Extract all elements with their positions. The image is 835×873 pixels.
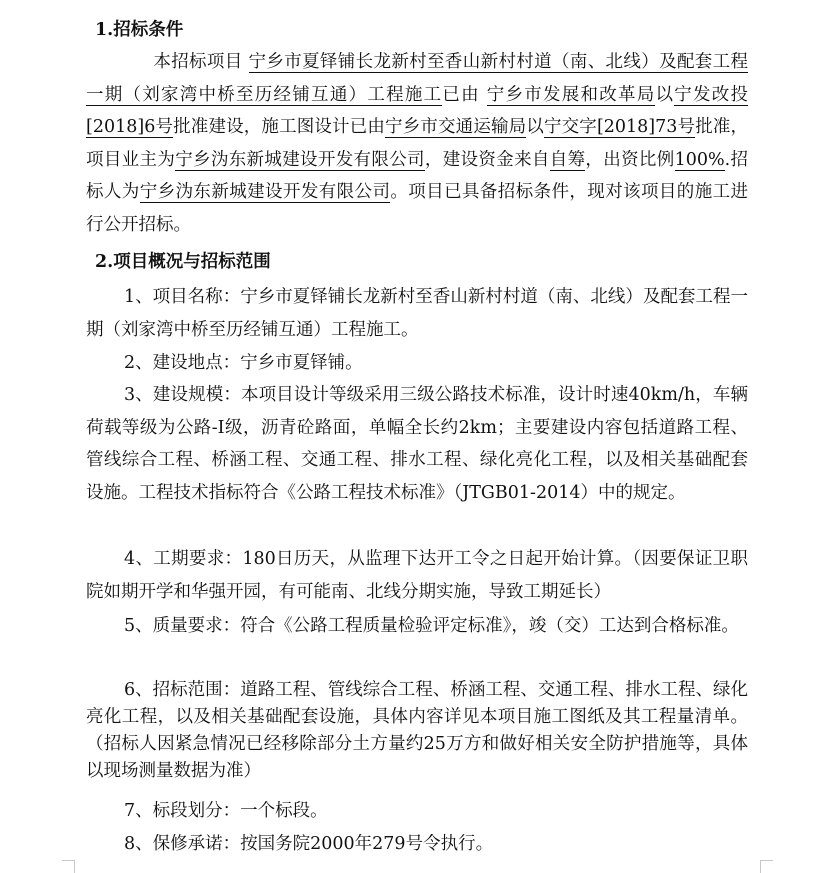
list-item xyxy=(86,677,748,785)
text-segment: 以 xyxy=(655,84,675,105)
tenderer: 宁乡沩东新城建设开发有限公司 xyxy=(139,182,391,203)
list-item xyxy=(86,347,748,380)
list-item-text: 3、建设规模：本项目设计等级采用三级公路技术标准，设计时速40km/h，车辆荷载等级为公路-I级，沥青砼路面，单幅全长约2km；主要建设内容包括道路工程、管线综合工程、桥涵工程、交通工程、排水工程、绿化亮化工程，以及相关基础配套设施。工程技术指标符合《公路工程技术标准》（JTGB01-2014）中的规定。 xyxy=(86,385,748,503)
text-segment: 。项目已具备招标条件，现对该项目的施工进行公开招标。 xyxy=(86,182,749,235)
list-item-text: 7、标段划分：一个标段。 xyxy=(124,801,328,821)
list-item-text: 5、质量要求：符合《公路工程质量检验评定标准》，竣（交）工达到合格标准。 xyxy=(124,616,739,636)
page-corner-mark-right xyxy=(760,860,773,873)
list-item-text: 8、保修承诺：按国务院2000年279号令执行。 xyxy=(124,834,494,854)
list-item xyxy=(86,795,748,828)
approval-number: 宁发改投[2018]6号 xyxy=(86,84,749,138)
text-segment: .招标人为 xyxy=(86,149,749,203)
text-segment: 已由 xyxy=(442,84,480,105)
list-item xyxy=(86,828,748,861)
section1-paragraph xyxy=(86,46,748,242)
text-segment: 批准， 项目业主为 xyxy=(86,117,749,170)
project-owner: 宁乡沩东新城建设开发有限公司 xyxy=(175,149,425,170)
section1-heading: 1.招标条件 xyxy=(95,20,184,40)
text-segment: 本招标项目 xyxy=(153,52,243,72)
design-approver: 宁乡市交通运输局 xyxy=(385,117,527,138)
list-item xyxy=(86,379,748,509)
list-item-text: 4、工期要求：180日历天，从监理下达开工令之日起开始计算。（因要保证卫职院如期开学和华强开园，有可能南、北线分期实施，导致工期延长） xyxy=(86,549,748,602)
fund-ratio: 100% xyxy=(674,149,725,170)
page-corner-mark-left xyxy=(62,860,75,873)
list-item xyxy=(86,610,748,643)
text-segment: ，建设资金来自 xyxy=(424,149,550,170)
list-item-text: 2、建设地点：宁乡市夏铎铺。 xyxy=(124,353,363,373)
list-item xyxy=(86,281,748,346)
fund-source: 自筹 xyxy=(549,149,586,170)
approver: 宁乡市发展和改革局 xyxy=(486,84,656,105)
design-number: 宁交字[2018]73号 xyxy=(543,117,696,138)
project-name: 宁乡市夏铎铺长龙新村至香山新村村道（南、北线）及配套工程一期（刘家湾中桥至历经铺互通）工程施工 xyxy=(86,52,748,105)
text-segment: 以 xyxy=(526,117,544,138)
text-segment: 批准建设，施工图设计已由 xyxy=(173,117,386,138)
list-item xyxy=(86,543,748,608)
list-item-text: 6、招标范围：道路工程、管线综合工程、桥涵工程、交通工程、排水工程、绿化亮化工程，以及相关基础配套设施，具体内容详见本项目施工图纸及其工程量清单。（招标人因紧急情况已经移除部分土方量约25万方和做好相关安全防护措施等，具体以现场测量数据为准） xyxy=(86,680,748,781)
section2-heading: 2.项目概况与招标范围 xyxy=(95,252,271,272)
list-item-text: 1、项目名称：宁乡市夏铎铺长龙新村至香山新村村道（南、北线）及配套工程一期（刘家湾中桥至历经铺互通）工程施工。 xyxy=(86,287,748,340)
text-segment: ，出资比例 xyxy=(585,149,675,170)
